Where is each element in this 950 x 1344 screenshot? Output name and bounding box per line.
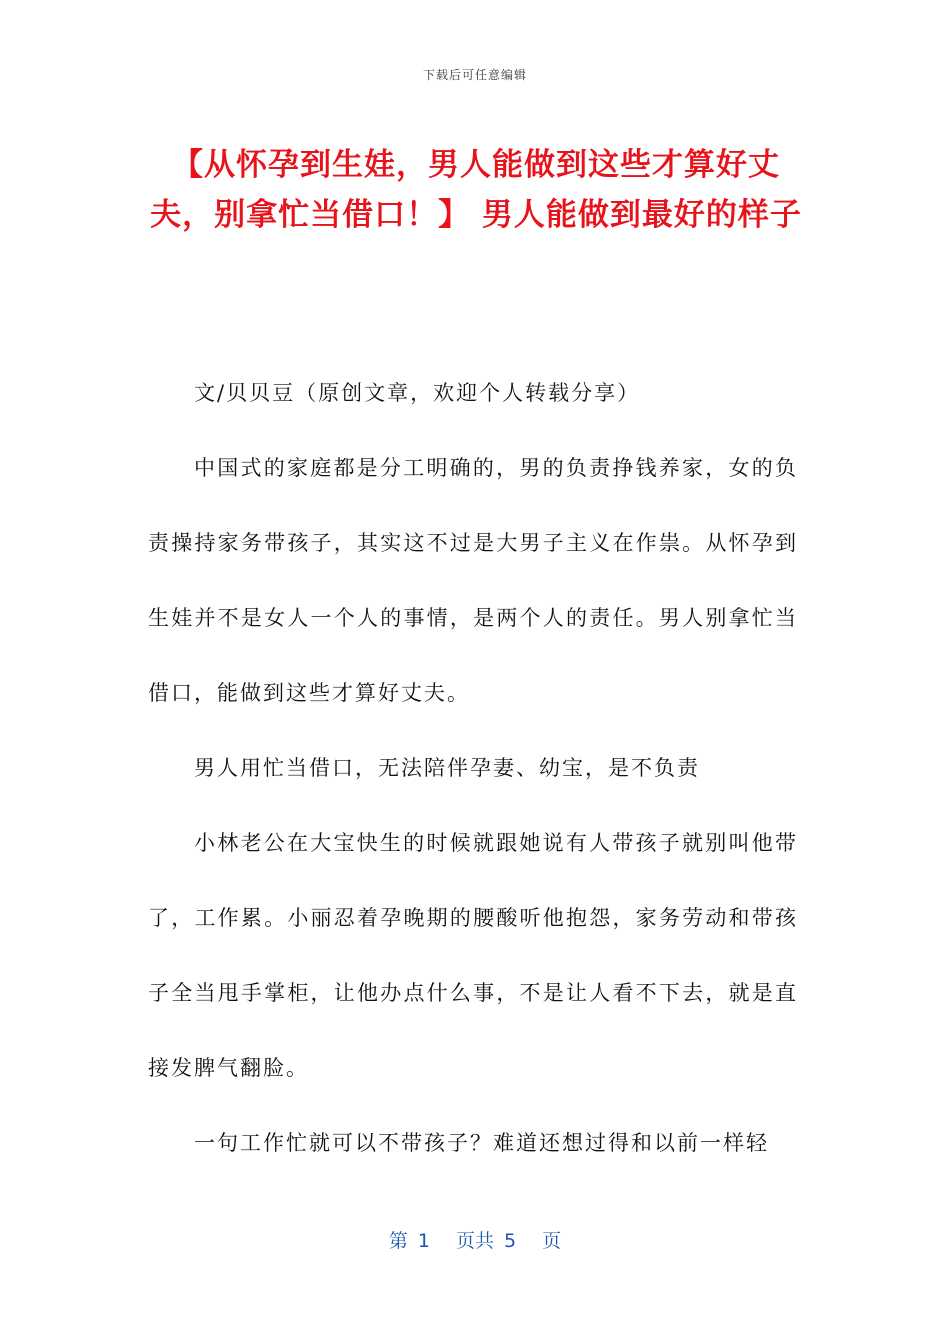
footer-middle: 页共 [455,1230,494,1252]
body-paragraph: 小林老公在大宝快生的时候就跟她说有人带孩子就别叫他带了，工作累。小丽忍着孕晚期的腰酸听他抱怨，家务劳动和带孩子全当甩手掌柜，让他办点什么事，不是让人看不下去，就是直接发脾气翻脸。 [148,831,798,1080]
section-heading-paragraph: 男人用忙当借口，无法陪伴孕妻、幼宝，是不负责 [194,756,700,780]
footer-total-pages: 5 [504,1230,517,1252]
article-body [148,356,798,1181]
body-paragraph-truncated: 一句工作忙就可以不带孩子？难道还想过得和以前一样轻 [194,1131,769,1155]
byline-paragraph: 文/贝贝豆（原创文章，欢迎个人转载分享） [194,381,641,405]
body-paragraph: 中国式的家庭都是分工明确的，男的负责挣钱养家，女的负责操持家务带孩子，其实这不过是大男子主义在作祟。从怀孕到生娃并不是女人一个人的事情，是两个人的责任。男人别拿忙当借口，能做到这些才算好丈夫。 [148,456,798,705]
footer-suffix: 页 [542,1230,562,1252]
footer-current-page: 1 [417,1230,430,1252]
article-title: 【从怀孕到生娃，男人能做到这些才算好丈夫，别拿忙当借口！】 男人能做到最好的样子 [150,147,802,233]
page-number-footer [0,1226,950,1253]
header-note: 下载后可任意编辑 [422,68,527,82]
footer-prefix: 第 [388,1230,408,1252]
